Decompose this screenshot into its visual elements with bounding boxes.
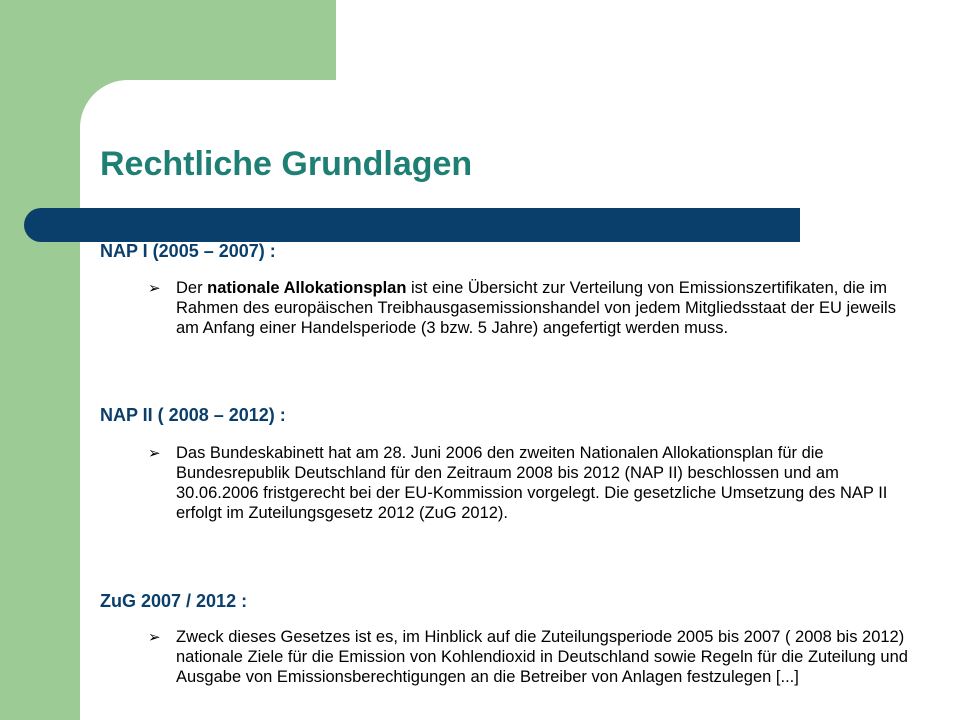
- bullet-bold-term: nationale Allokationsplan: [207, 279, 407, 297]
- bullet-nap-2: [148, 443, 918, 523]
- slide-title: Rechtliche Grundlagen: [100, 145, 473, 183]
- bullet-nap-1: [148, 278, 918, 338]
- bullet-zug: [148, 627, 918, 687]
- section-heading-nap-1: NAP I (2005 – 2007) :: [100, 241, 276, 261]
- arrow-bullet-icon: ➢: [148, 280, 161, 297]
- section-heading-zug: ZuG 2007 / 2012 :: [100, 591, 248, 611]
- bullet-text: Zweck dieses Gesetzes ist es, im Hinblick auf die Zuteilungsperiode 2005 bis 2007 ( 2008 bis 2012) nationale Ziele für die Emission von Kohlendioxid in Deutschland sowie Regeln für die Zuteilung und Ausgabe von Emissionsberechtigungen an die Betreiber von Anlagen festzulegen [...]: [176, 628, 908, 686]
- arrow-bullet-icon: ➢: [148, 445, 161, 462]
- section-heading-nap-2: NAP II ( 2008 – 2012) :: [100, 405, 286, 425]
- bullet-text: Das Bundeskabinett hat am 28. Juni 2006 den zweiten Nationalen Allokationsplan für die Bundesrepublik Deutschland für den Zeitraum 2008 bis 2012 (NAP II) beschlossen und am 30.06.2006 fristgerecht bei der EU-Kommission vorgelegt. Die gesetzliche Umsetzung des NAP II erfolgt im Zuteilungsgesetz 2012 (ZuG 2012).: [176, 444, 888, 522]
- title-underline-bar: [24, 208, 800, 242]
- bullet-text: Der nationale Allokationsplan ist eine Übersicht zur Verteilung von Emissionszertifikaten, die im Rahmen des europäischen Treibhausgasemissionshandel von jedem Mitgliedsstaat der EU jeweils am Anfang einer Handelsperiode (3 bzw. 5 Jahre) angefertigt werden muss.: [176, 279, 896, 337]
- arrow-bullet-icon: ➢: [148, 629, 161, 646]
